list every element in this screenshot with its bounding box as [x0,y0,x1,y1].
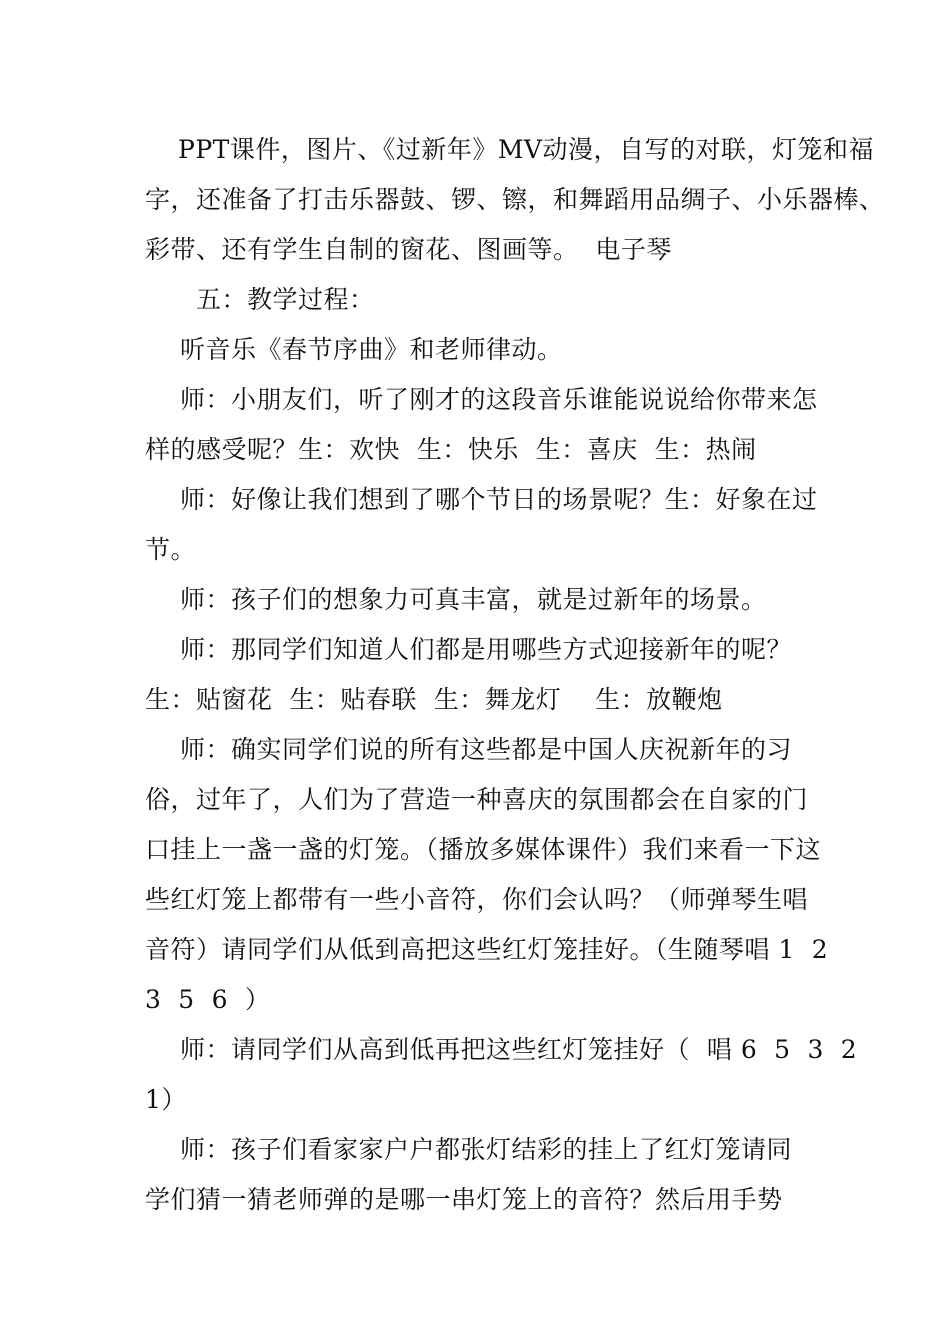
text-line-5: 听音乐《春节序曲》和老师律动。 [180,335,563,364]
text-line-2: 字，还准备了打击乐器鼓、锣、镲，和舞蹈用品绸子、小乐器棒、 [145,185,885,214]
text-line-13: 师：确实同学们说的所有这些都是中国人庆祝新年的习 [180,735,793,764]
text-line-19: 师：请同学们从高到低再把这些红灯笼挂好（ 唱 6 5 3 2 [180,1035,858,1064]
text-line-14: 俗，过年了，人们为了营造一种喜庆的氛围都会在自家的门 [145,785,809,814]
text-line-11: 师：那同学们知道人们都是用哪些方式迎接新年的呢？ [180,635,793,664]
text-line-6: 师：小朋友们，听了刚才的这段音乐谁能说说给你带来怎 [180,385,818,414]
text-line-7: 样的感受呢？生：欢快 生：快乐 生：喜庆 生：热闹 [145,435,757,464]
text-line-21: 师：孩子们看家家户户都张灯结彩的挂上了红灯笼请同 [180,1135,793,1164]
text-line-12: 生：贴窗花 生：贴春联 生：舞龙灯 生：放鞭炮 [145,685,723,714]
text-line-15: 口挂上一盏一盏的灯笼。（播放多媒体课件）我们来看一下这 [145,835,822,864]
text-line-9: 节。 [145,535,197,564]
text-line-20: 1） [145,1085,187,1114]
text-line-1: PPT课件，图片、《过新年》MV动漫，自写的对联，灯笼和福 [178,135,874,164]
text-line-22: 学们猜一猜老师弹的是哪一串灯笼上的音符？然后用手势 [145,1185,783,1214]
text-line-18: 3 5 6 ） [145,985,271,1014]
text-line-17: 音符）请同学们从低到高把这些红灯笼挂好。（生随琴唱 1 2 [145,935,829,964]
text-line-3: 彩带、还有学生自制的窗花、图画等。 电子琴 [145,235,672,264]
text-line-8: 师：好像让我们想到了哪个节日的场景呢？生：好象在过 [180,485,818,514]
text-line-16: 些红灯笼上都带有一些小音符，你们会认吗？（师弹琴生唱 [145,885,809,914]
text-line-10: 师：孩子们的想象力可真丰富，就是过新年的场景。 [180,585,767,614]
section-heading: 五：教学过程： [196,285,375,314]
